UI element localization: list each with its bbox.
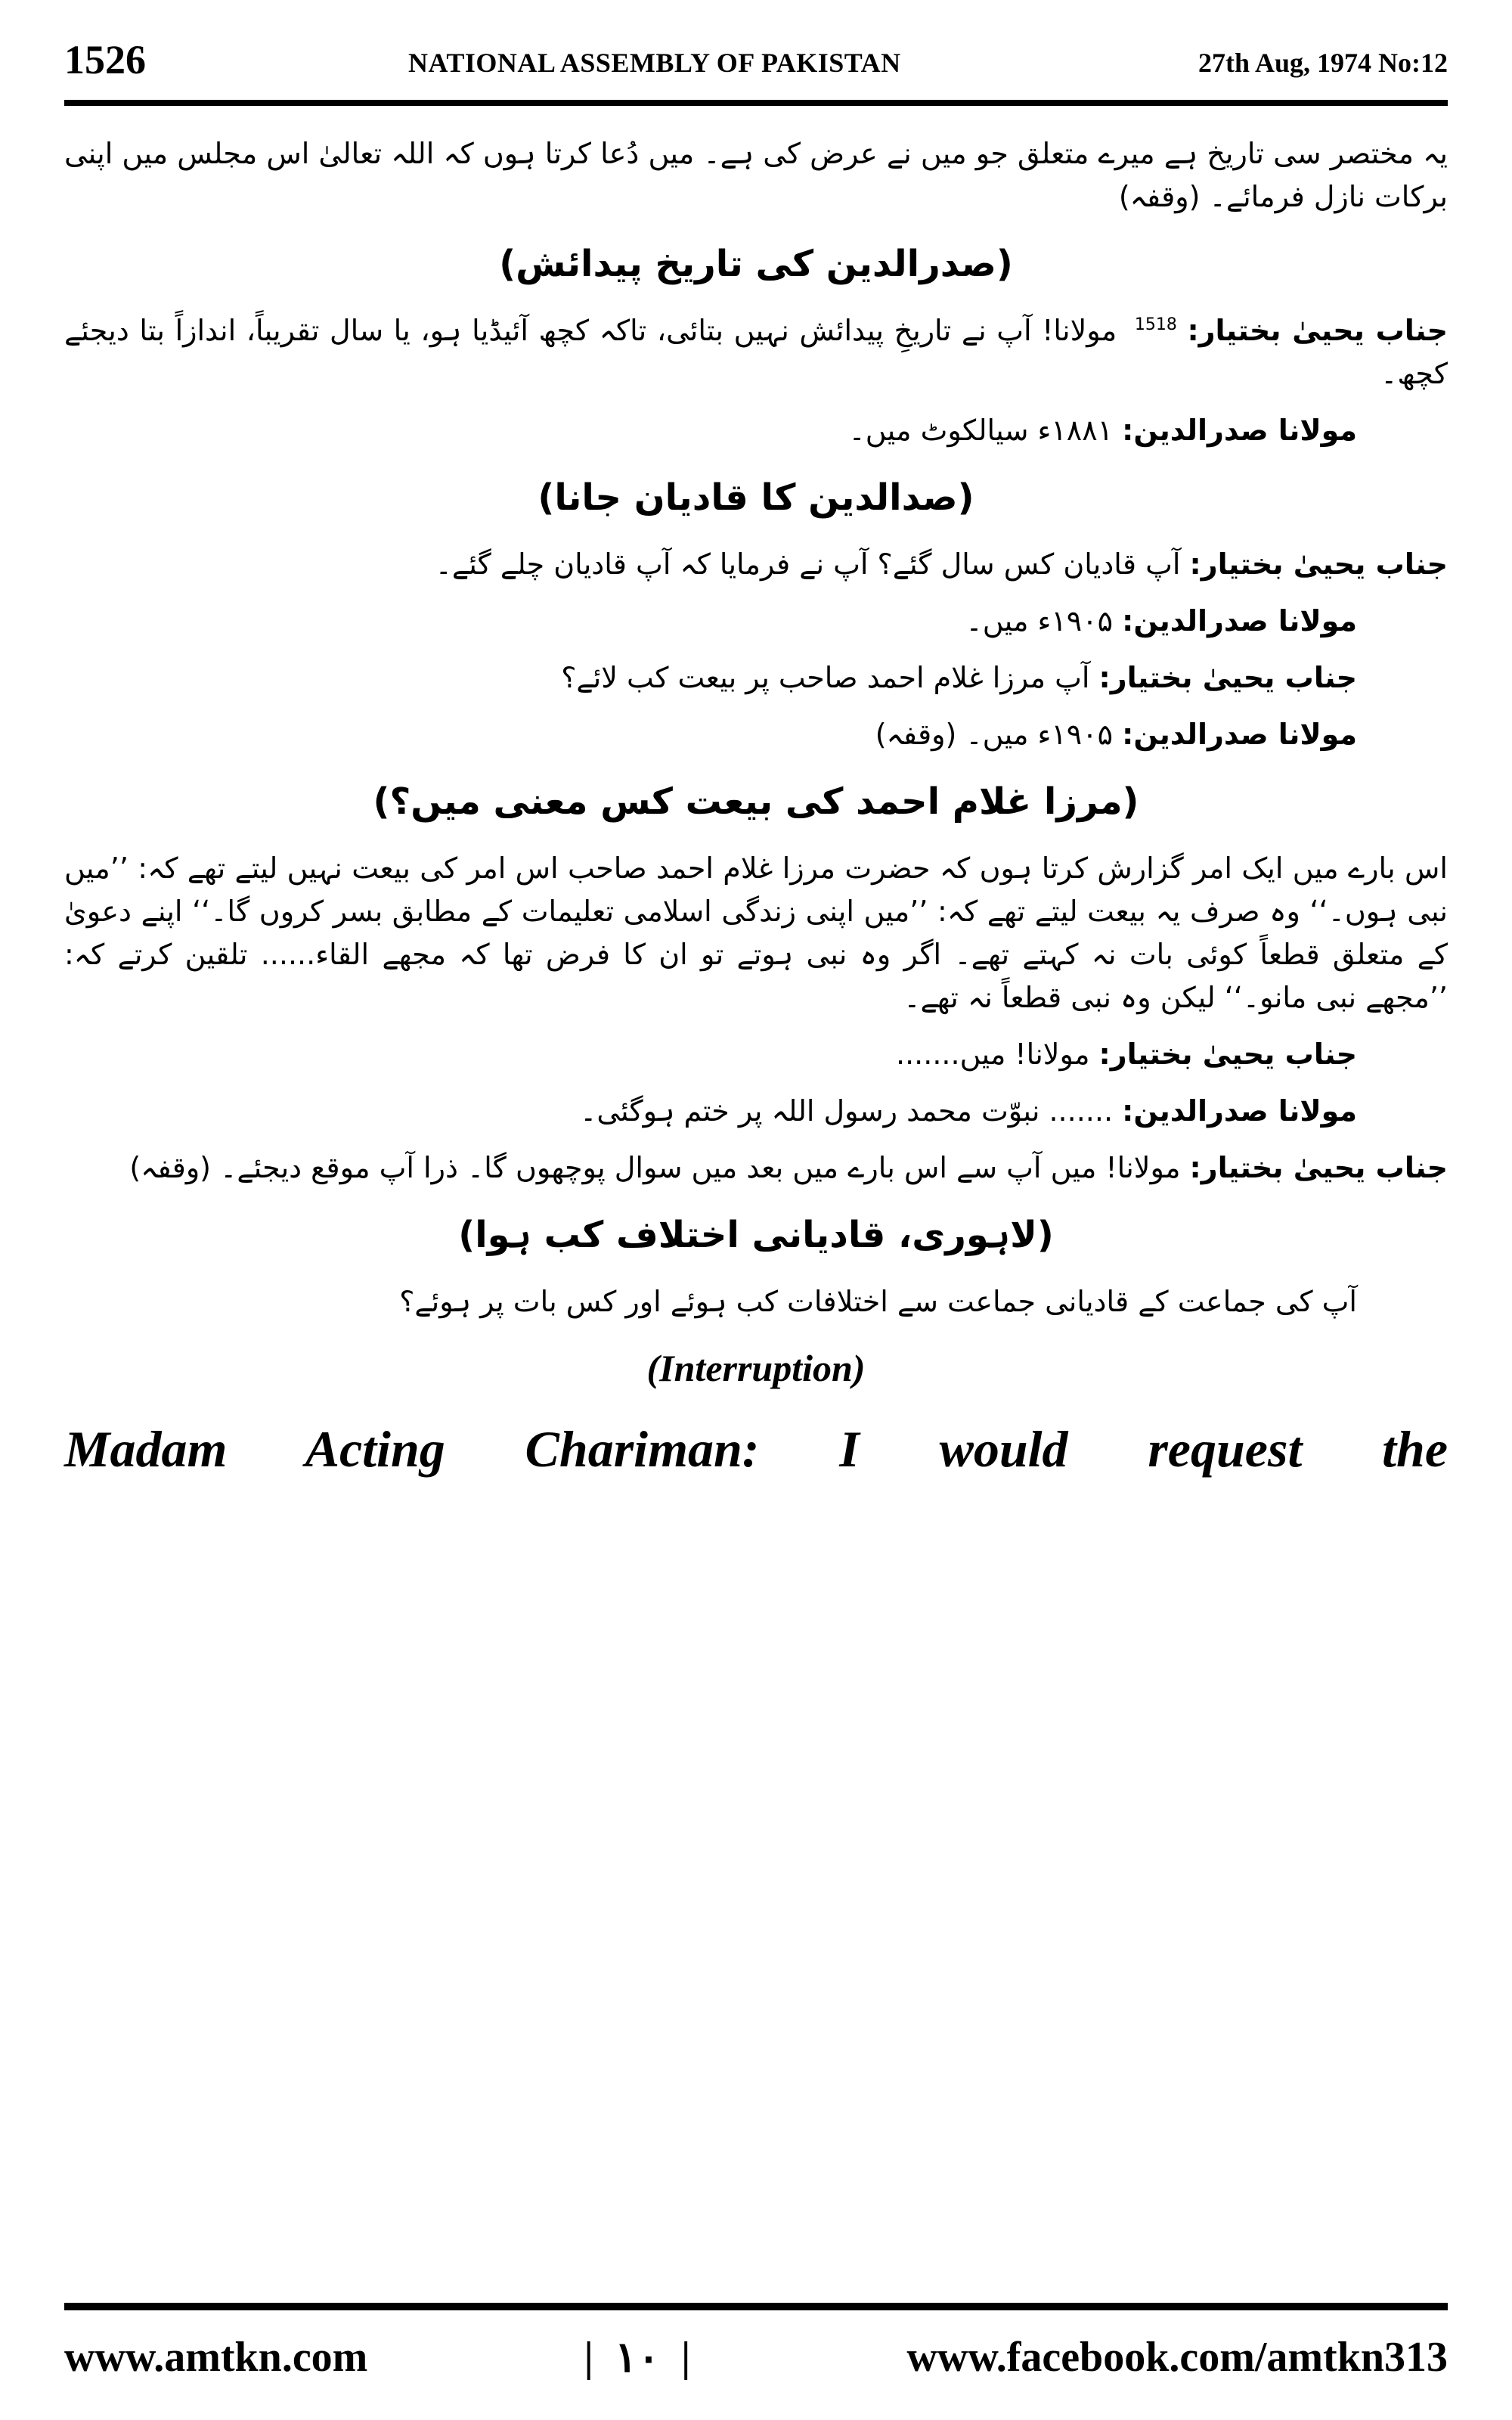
dialogue-question-5 <box>64 1146 1448 1190</box>
speaker-label: مولانا صدرالدین: <box>1122 604 1357 638</box>
english-dialogue-line <box>64 1410 1448 1488</box>
footer-center <box>584 2333 690 2382</box>
dialogue-text: ۱۹۰۵ء میں۔ (وقفہ) <box>875 718 1114 751</box>
dialogue-text: ....... نبوّت محمد رسول اللہ پر ختم ہوگئی۔ <box>580 1094 1114 1128</box>
speaker-label: مولانا صدرالدین: <box>1122 414 1357 447</box>
footer-separator: | <box>584 2334 593 2381</box>
speaker-label: مولانا صدرالدین: <box>1122 1094 1357 1128</box>
speaker-label: جناب یحییٰ بختیار: <box>1189 1151 1448 1184</box>
section-heading-bayat-meaning: (مرزا غلام احمد کی بیعت کس معنی میں؟) <box>373 780 1139 823</box>
dialogue-answer-1 <box>64 409 1448 452</box>
dialogue-text: I would request the <box>839 1420 1448 1478</box>
speaker-label: مولانا صدرالدین: <box>1122 718 1357 751</box>
dialogue-question-1 <box>64 309 1448 396</box>
speaker-label: جناب یحییٰ بختیار: <box>1189 548 1448 581</box>
page-header <box>64 36 1448 82</box>
speaker-label: جناب یحییٰ بختیار: <box>1098 661 1357 694</box>
dialogue-question-4 <box>64 1033 1448 1076</box>
paragraph-bayat: اس بارے میں ایک امر گزارش کرتا ہوں کہ حضرت مرزا غلام احمد صاحب اس امر کی بیعت نہیں لیتے تھے کہ: ’’میں نبی ہوں۔‘‘ وہ صرف یہ بیعت لیتے تھے کہ: ’’میں اپنی زندگی اسلامی تعلیمات کے مطابق بسر کروں گا۔‘‘ اپنے دعویٰ کے متعلق قطعاً کوئی بات نہ کہتے تھے۔ اگر وہ نبی ہوتے تو ان کا فرض تھا کہ مجھے القاء...... تلقین کرتے کہ: ’’مجھے نبی مانو۔‘‘ لیکن وہ نبی قطعاً نہ تھے۔ <box>64 852 1448 1014</box>
page-number: 1526 <box>64 37 146 82</box>
footer-facebook-link[interactable]: www.facebook.com/amtkn313 <box>906 2334 1448 2381</box>
header-date: 27th Aug, 1974 No:12 <box>1198 48 1448 78</box>
dialogue-answer-3 <box>64 713 1448 756</box>
paragraph-intro: یہ مختصر سی تاریخ ہے میرے متعلق جو میں نے عرض کی ہے۔ میں دُعا کرتا ہوں کہ اللہ تعالیٰ اس مجلس میں اپنی برکات نازل فرمائے۔ (وقفہ) <box>64 137 1448 213</box>
dialogue-text: مولانا! آپ نے تاریخِ پیدائش نہیں بتائی، تاکہ کچھ آئیڈیا ہو، یا سال تقریباً، اندازاً بتا دیجئے کچھ۔ <box>64 314 1448 390</box>
speaker-label: جناب یحییٰ بختیار: <box>1098 1038 1357 1071</box>
footer-website-link[interactable]: www.amtkn.com <box>64 2334 368 2381</box>
dialogue-question-2 <box>64 543 1448 586</box>
dialogue-answer-2 <box>64 600 1448 643</box>
paragraph-question-split: آپ کی جماعت کے قادیانی جماعت سے اختلافات کب ہوئے اور کس بات پر ہوئے؟ <box>399 1285 1357 1318</box>
dialogue-text: آپ قادیان کس سال گئے؟ آپ نے فرمایا کہ آپ قادیان چلے گئے۔ <box>435 548 1181 581</box>
footer-separator: | <box>680 2334 691 2381</box>
section-heading-birth-date: (صدرالدین کی تاریخ پیدائش) <box>499 243 1013 285</box>
page-footer <box>64 2331 1448 2384</box>
footer-rule <box>64 2303 1448 2310</box>
dialogue-text: مولانا! میں....... <box>896 1038 1090 1071</box>
speaker-label: جناب یحییٰ بختیار: <box>1187 314 1448 347</box>
dialogue-text: مولانا! میں آپ سے اس بارے میں بعد میں سوال پوچھوں گا۔ ذرا آپ موقع دیجئے۔ (وقفہ) <box>129 1151 1181 1184</box>
section-heading-lahori-qadiani-split: (لاہوری، قادیانی اختلاف کب ہوا) <box>458 1214 1054 1256</box>
page-body <box>64 132 1448 2261</box>
dialogue-answer-4 <box>64 1090 1448 1133</box>
dialogue-question-3 <box>64 656 1448 700</box>
header-title: NATIONAL ASSEMBLY OF PAKISTAN <box>408 48 901 78</box>
section-heading-going-to-qadian: (صدالدین کا قادیان جانا) <box>538 476 974 519</box>
dialogue-text: ۱۹۰۵ء میں۔ <box>965 604 1114 638</box>
header-rule <box>64 100 1448 106</box>
dialogue-text: ۱۸۸۱ء سیالکوٹ میں۔ <box>848 414 1114 447</box>
interruption-note: (Interruption) <box>646 1347 866 1389</box>
speaker-label: Madam Acting Chariman: <box>64 1420 760 1478</box>
footer-page-number: ۱۰ <box>614 2334 660 2381</box>
dialogue-text: آپ مرزا غلام احمد صاحب پر بیعت کب لائے؟ <box>561 661 1090 694</box>
footnote-marker: 1518 <box>1134 315 1177 335</box>
